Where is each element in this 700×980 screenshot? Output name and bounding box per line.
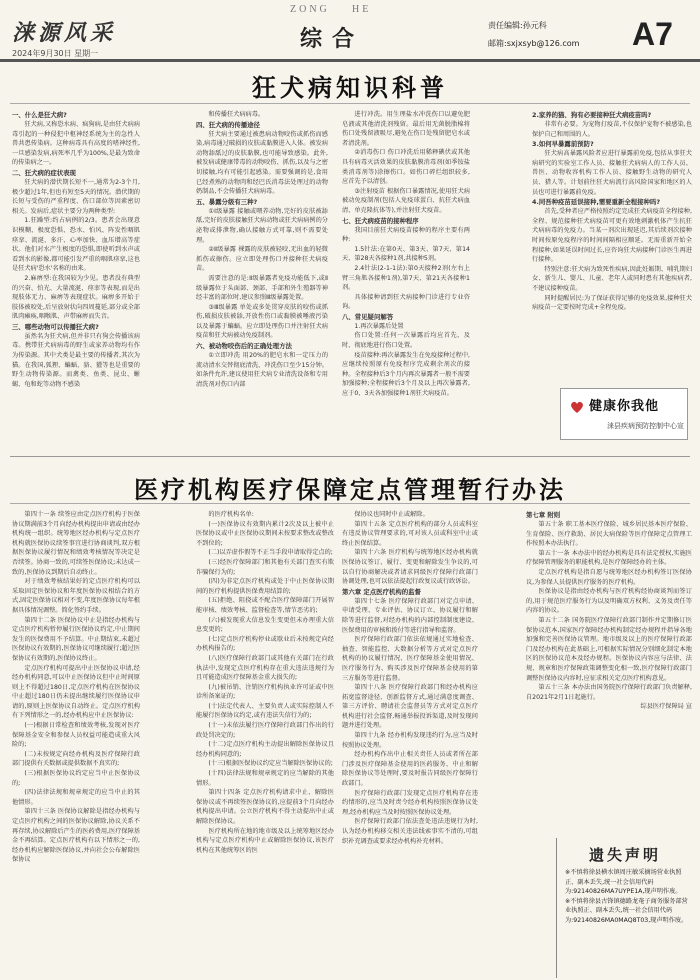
paragraph: (八)医疗保障行政部门或其他有关部门在行政执法中,发现定点医疗机构存在重大违法违规行为且可能造成医疗保障基金重大损失的; (196, 654, 334, 682)
section-heading: 2.家养的猫、狗有必要接种狂犬病疫苗吗? (532, 111, 652, 119)
section-title: 综合 (300, 26, 365, 52)
paragraph: 虽然名为狂犬病,但并非只有狗会传播该病毒。携带狂犬病病毒的野生或家养动物均有作为传染源。其中犬类是最主要的传播者,其次为猫。在我国,狐狸、蝙蝠、貉、獾等也是重要的野生动物传染源。而禽类、鱼类、昆虫、蜥蜴、龟和蛇等动物不感染 (12, 332, 140, 388)
section-heading: 4.同吾种疫苗延误接种,需要重新全程接种吗? (532, 198, 661, 207)
paragraph: (十三)根据医保协议约定应当解除医保协议的; (208, 760, 333, 768)
paragraph: 经办机构作出中止相关责任人员或者所在部门涉及医疗保障基金使用的医药服务、中止和解除医保协议等处理时,要及时报告同级医疗保障行政部门。 (342, 751, 478, 788)
paragraph: (二)以弄虚作假等不正当手段申请取得定点的; (208, 549, 333, 557)
paragraph: 第五十三条 本办法由国务院医疗保障行政部门负责解释,自2021年2月1日起施行。 (526, 684, 692, 701)
paragraph: 第四十二条 医保协议中止是指经办机构与定点医疗机构暂停履行医保协议约定,中止期间发生的医保费用不予结算。中止期结束,未超过医保协议有效期的,医保协议可继续履行;超过医保协议有效期的,医保协议终止。 (12, 616, 140, 662)
paragraph: (三)根据医保协议约定应当中止医保协议的; (12, 770, 140, 787)
paragraph: 疫苗接种:再次暴露发生在免疫接种过程中,应继续按照原有免疫程序完成剩余剂次的接种。全程接种后3个月内再次暴露者一般不需要加强接种;全程接种后3个月及以上再次暴露者,应于0、3天各加强接种1剂狂犬病疫苗。 (342, 351, 470, 398)
heart-hands-icon (569, 399, 585, 415)
page-header (0, 0, 700, 62)
notice-item: ※不慎将徐县古锋镇德路龙奄子商务服务部营业执照正、副本丢失,统一社会信用代码为:92140826MA0MAQ8T03,现声明作废。 (565, 897, 688, 924)
section-heading: 3.如何早暴露前预防? (532, 140, 594, 149)
paragraph: 狂犬病的潜伏期长短不一,通常为2-3个月,极少超过1年,但也有短至5天的情况。潜伏期的长短与受伤的严重程度、伤口部位等因素密切相关。发病后,症状主要分为两种类型: (12, 178, 140, 215)
masthead: 涞源风采 (12, 20, 117, 46)
paragraph: 1.再次暴露后处置 (354, 322, 404, 330)
paragraph: 同时提醒居民:为了保证获得足够的免疫效果,接种狂犬病疫苗一定要按时完成+全程免疫。 (532, 294, 692, 312)
paragraph: 1.5针法:在第0天、第3天、第7天、第14天、第28天各接种1剂,共接种5剂。 (342, 245, 470, 263)
paragraph: 狂犬病高暴露风险者应进行暴露前免疫,包括从事狂犬病研究的实验室工作人员、接触狂犬病病人的工作人员、兽医、动物收容机构工作人员、接触野生动物的研究人员、猎人等。计划前往狂犬病流行高风险国家和地区的人员也可进行暴露前免疫。 (532, 150, 692, 196)
paragraph: ②Ⅱ级暴露 裸露的皮肤被轻咬,无出血的轻微抓伤或擦伤。应立即处理伤口并接种狂犬病疫苗。 (196, 246, 328, 273)
paragraph: 1.狂躁型:约占病例的2/3。患者会出现意识模糊、极度恐惧、恐水、怕风、阵发性咽肌痉挛、流涎、多汗、心率加快、血压增高等症状。他们对水产生极度的恐惧,即使听到水声或看到水的影像,都可能引发严重的咽肌痉挛,这也是狂犬病'恐水'名称的由来。 (12, 217, 140, 273)
section-heading: 第六章 定点医疗机构的监督 (342, 587, 421, 596)
paragraph: 医疗机构所在地的地市级及以上统筹地区经办机构与定点医疗机构中止或解除医保协议,该医疗机构在其他统筹区的医 (196, 827, 334, 854)
health-stamp (560, 388, 688, 440)
paragraph: 2.4针法(2-1-1法):第0天接种2剂(左右上臂三角肌各接种1剂),第7天、第21天各接种1剂。 (342, 264, 470, 292)
paragraph: (一)医保协议有效期内累计2次及以上被中止医保协议或中止医保协议期间未按要求整改或整改不到位的; (196, 520, 334, 547)
paragraph: ③注射疫苗 根据伤口暴露情况,使用狂犬病被动免疫制剂(包括人免疫球蛋白、抗狂犬病血清、单克隆抗体等),并注射狂犬疫苗。 (342, 187, 470, 214)
section-heading: 五、暴露分级有三种? (196, 197, 258, 206)
section-heading: 四、狂犬病的传播途径 (196, 120, 260, 129)
editor-line: 责任编辑:孙元科 (488, 21, 547, 30)
paragraph: (五)拒绝、阻挠或不配合医疗保障部门开展智能审核、绩效考核、监督检查等,情节恶劣的; (196, 597, 334, 614)
paragraph: 第五十二条 国务院医疗保障行政部门制作并定期修订医保协议范本,国家医疗保障经办机构制定经办规程并指导各地加强和完善医保协议管理。地市级及以上的医疗保障行政部门及经办机构在此基础上,可根据实际情况分别细化制定本地区的医保协议范本及经办规程。医保协议内容应与法律、法规、规章和医疗保障政策调整变化相一致,医疗保障行政部门调整医保协议内容时,应征求相关定点医疗机构意见。 (526, 616, 692, 682)
pinyin-right: HE (352, 4, 372, 15)
paragraph: 对于绩效考核结果好的定点医疗机构可以采取固定医保协议和年度医保协议相结合的方式,固定医保协议相对不变,年度医保协议每年根据具体情况调整。简化签约手续。 (12, 578, 140, 614)
paragraph: ③Ⅲ级暴露 单处或多处贯穿皮肤的咬伤或抓伤,破损皮肤被舔,开放性伤口或黏膜被唾液污染以及暴露于蝙蝠。应立即处理伤口并注射狂犬病疫苗和狂犬病被动免疫制剂。 (196, 303, 328, 340)
article2-title: 医疗机构医疗保障定点管理暂行办法 (134, 475, 566, 504)
paragraph: 进行冲洗。用生理盐水冲洗伤口以避免肥皂液或其他清洗剂残留。最后用无菌脱脂棉将伤口处残留液吸尽,避免在伤口处残留肥皂水或者清洗剂。 (342, 111, 470, 147)
article2-column-1 (12, 510, 140, 975)
paragraph: 第四十四条 定点医疗机构请求中止、解除医保协议或不再续签医保协议的,应提前3个月向经办机构提出申请。公立医疗机构不得主动提出中止或解除医保协议。 (196, 789, 334, 825)
section-heading: 七、狂犬病疫苗的接种程序 (342, 216, 419, 225)
article2-column-3 (342, 510, 478, 975)
section-heading: 八、常见疑问解答 (342, 312, 394, 321)
paragraph: 医疗保障行政部门依法查处违法违规行为时,认为经办机构移交相关违法线索事实不清的,可组织补充调查或要求经办机构补充材料。 (342, 818, 478, 845)
paragraph: (十)法定代表人、主要负责人或实际控制人不能履行医保协议约定,或有违法失信行为的; (196, 702, 334, 720)
paragraph: (十二)定点医疗机构主动提出解除医保协议且经办机构同意的; (196, 741, 334, 758)
paragraph: 第四十九条 经办机构发现违约行为,应当及时按照协议处理。 (342, 732, 478, 749)
paragraph: 第五十条 职工基本医疗保险、城乡居民基本医疗保险、生育保险、医疗救助、居民大病保险等医疗保障定点管理工作按照本办法执行。 (526, 521, 692, 548)
paragraph: 伤口处置:任何一次暴露后均应首先、及时、彻底地进行伤口处置。 (342, 332, 470, 350)
paragraph: 第五十一条 本办法中的经办机构是具有法定授权,实施医疗保障管理服务的职能机构,是医疗保障经办的主体。 (526, 549, 692, 567)
paragraph: (四)法律法规和规章规定的应当中止的其他情形。 (12, 789, 140, 806)
paragraph: 特别注意:狂犬病为致死性疾病,因此妊娠期、哺乳期妇女、新生儿、婴儿、儿童、老年人或同时患有其他疾病者,不建议接种疫苗。 (532, 265, 692, 292)
paragraph: 狂犬病主要通过被患病动物咬伤或抓伤而感染,病毒通过破损的皮肤或黏膜进入人体。被发病动物舔舐过的皮肤黏膜,也可能导致感染。此外,被发病或健康带毒的动物咬伤、抓伤,以及与之密切接触,均有可能引起感染。需要强调的是,食用已经煮熟的动物肉和经巴氏消毒法处理过的动物奶制品,不会传播狂犬病病毒。 (196, 130, 328, 196)
paragraph: 和传播狂犬病病毒。 (208, 111, 265, 118)
paragraph: (一)根据日常检查和绩效考核,发现对医疗保障基金安全和参保人员权益可能造成重大风险的; (12, 722, 140, 749)
divider (10, 103, 690, 104)
paragraph: 首先,受种者应严格按照约定完成狂犬病疫苗全程接种,全程、规范接种狂犬病疫苗可更有效地刺激机体产生抗狂犬病病毒的免疫力。当某一剂次出现延迟,其后续剂次接种时间按原免疫程序的时间间隔相应顺延。无需重新开始全程接种,如果延误时间过长,应咨询狂犬病接种门诊医生再进行接种。 (532, 208, 692, 264)
article1-column-1 (12, 110, 140, 452)
paragraph: ①立即冲洗 用20%的肥皂水和一定压力的流动清水交替彻底清洗、冲洗伤口至少15分钟。如条件允许,建议使用狂犬病专业清洗设备和专用清洗剂对伤口内部 (196, 352, 328, 388)
lost-notice (556, 838, 692, 978)
paragraph: 医疗保障行政部门发现定点医疗机构存在违约情形的,应当及时责令经办机构按照医保协议处理,经办机构应当及时按照医保协议处理。 (342, 789, 478, 816)
section-heading: 第七章 附则 (526, 511, 561, 519)
article2-column-4 (526, 510, 692, 832)
page-number: A7 (632, 16, 673, 52)
email-line: 邮箱:sxjxsyb@126.com (488, 39, 580, 48)
stamp-sub-text: 涞县疾病预防控制中心宣 (607, 422, 684, 430)
notice-title: 遗失声明 (588, 846, 661, 864)
article1-column-4 (532, 110, 692, 382)
signature: 综县医疗保障局 宣 (640, 703, 692, 711)
paragraph: 定点医疗机构是指自愿与统筹地区经办机构签订医保协议,为参保人员提供医疗服务的医疗机构。 (526, 568, 692, 586)
section-heading: 六、被动物咬伤后的正确处理方法 (196, 342, 292, 351)
paragraph: 第四十六条 医疗机构与统筹地区经办机构就医保协议签订、履行、变更和解除发生争议的,可以自行协商解决或者请求同级医疗保障行政部门协调处理,也可以依法提起行政复议或行政诉讼。 (342, 549, 478, 586)
paragraph: 医疗保障行政部门依法依规通过实地检查、抽查、智能监控、大数据分析等方式对定点医疗机构的协议履行情况、医疗保障基金使用情况、医疗服务行为、购买涉及医疗保障基金使用的第三方服务等进行监督。 (342, 636, 478, 682)
article1-column-3 (342, 110, 470, 452)
paragraph: (十一)未依法履行医疗保障行政部门作出的行政处罚决定的; (196, 722, 334, 739)
paragraph: 具体接种请到狂犬病接种门诊进行专业咨询。 (342, 293, 470, 311)
paragraph: (二)未按规定向经办机构及医疗保障行政部门提供有关数据或提供数据不真实的; (12, 750, 140, 768)
section-heading: 三、哪些动物可以传播狂犬病? (12, 322, 99, 331)
paragraph: 需要注意的是:Ⅱ级暴露者免疫功能低下,或Ⅱ级暴露位于头面部、颈部、手部和外生殖器等神经丰富的部位时,建议参照Ⅲ级暴露处置。 (196, 274, 328, 302)
paragraph: (七)定点医疗机构停业或歇业后未按规定向经办机构报告的; (196, 635, 334, 653)
paragraph: 我国目前狂犬病疫苗接种的程序主要有两种: (342, 226, 470, 244)
paragraph: 狂犬病,又称恐水病、疯狗病,是由狂犬病病毒引起的一种侵犯中枢神经系统为主的急性人兽共患传染病。这种病毒具有高度的嗜神经性,一旦感染发病,病死率几乎为100%,是最为致命的传染病之一。 (12, 121, 140, 167)
notice-item: ※不慎将徐县横水镇周庄敏采摘场营业执照正、副本丢失,统一社会信用代码为:92140826MA7UYPE1A,现声明作废。 (565, 869, 682, 896)
paragraph: 保协议也同时中止或解除。 (354, 511, 429, 518)
notice-body (565, 868, 689, 926)
paragraph: 第四十七条 医疗保障行政部门对定点申请、申请受理、专业评估、协议订立、协议履行和解除等进行监督,对经办机构的内部控制制度建设、医保费用的审核和拨付等进行指导和监督。 (342, 597, 478, 634)
paragraph: 定点医疗机构可提出中止医保协议申请,经经办机构同意,可以中止医保协议但中止时间原则上不得超过180日,定点医疗机构在医保协议中止超过180日仍未提出继续履行医保协议申请的,原则上医保协议自动终止。定点医疗机构有下列情形之一的,经办机构应中止医保协议: (12, 664, 140, 720)
paragraph: 非常有必要。为宠物打疫苗,不仅保护宠物不被感染,也保护自己和周围的人。 (532, 121, 692, 138)
divider (10, 456, 690, 457)
section-heading: 二、狂犬病的症状表现 (12, 168, 76, 177)
pinyin-left: ZONG (290, 4, 330, 15)
article1-column-2 (196, 110, 328, 452)
paragraph: 第四十一条 续签应由定点医疗机构于医保协议期满前3个月向经办机构提出申请或由经办机构统一组织。统筹地区经办机构与定点医疗机构就医保协议续签事宜进行协商谈判,双方根据医保协议履行情况和绩效考核情况等决定是否续签。协商一致的,可续签医保协议;未达成一致的,医保协议到期后自动终止。 (12, 511, 140, 576)
article1-title: 狂犬病知识科普 (252, 73, 448, 102)
paragraph: ②消毒伤口 伤口冲洗后用稀释碘伏或其他具有病毒灭活效果的皮肤黏膜消毒剂(如季铵盐类消毒剂等)涂擦伤口。如伤口碎烂组织较多,应首先予以清创。 (342, 149, 470, 186)
paragraph: (三)经医疗保障部门和其他有关部门查实有欺诈骗保行为的; (196, 558, 334, 576)
divider (10, 503, 690, 504)
paragraph: 医保协议是指由经办机构与医疗机构经协商谈判而签订的,用于规范医疗服务行为以及明确双方权利、义务及责任等内容的协议。 (526, 588, 692, 615)
paragraph: (九)被吊销、注销医疗机构执业许可证或中医诊所备案证的; (196, 683, 334, 701)
section-heading: 一、什么是狂犬病? (12, 111, 67, 119)
article2-column-2 (196, 510, 334, 975)
paragraph: 第四十八条 医疗保障行政部门和经办机构应拓宽监督途径、创新监督方式,通过满意度调查、第三方评价、聘请社会监督员等方式对定点医疗机构进行社会监督,畅通举报投诉渠道,及时发现问题并进行处理。 (342, 684, 478, 730)
paragraph: 的医疗机构名单: (208, 511, 254, 518)
paragraph: ①Ⅰ级暴露 接触或喂养动物,完好的皮肤被舔舐,完好的皮肤接触狂犬病动物或狂犬病病例的分泌物或排泄物,确认接触方式可靠,则不需要处理。 (196, 207, 328, 244)
stamp-main-text: 健康你我他 (589, 399, 660, 414)
paragraph: 第四十三条 医保协议解除是指经办机构与定点医疗机构之间的医保协议解除,协议关系不再存续,协议解除后产生的医药费用,医疗保障基金不再结算。定点医疗机构有以下情形之一的,经办机构应解除医保协议,并向社会公布解除医保协议 (12, 808, 140, 864)
paragraph: (六)被发现重大信息发生变更但未办理重大信息变更的; (196, 616, 334, 634)
issue-date: 2024年9月30日 星期一 (12, 49, 99, 58)
paragraph: 第四十五条 定点医疗机构的部分人员或科室有违反协议管理要求的,可对该人员或科室中止或终止医保结算。 (342, 520, 478, 547)
paragraph: (四)为非定点医疗机构或处于中止医保协议期间的医疗机构提供医保费用结算的; (196, 578, 334, 595)
paragraph: 2.麻痹型:在我国较为少见。患者没有典型的兴奋、怕光、大量流涎、痉挛等表现,而是出现肢体无力、麻痹等表现症状。麻痹多开始于肢体被咬处,后呈放射状向四周蔓延,部分或全部肌肉瘫痪,咽喉肌、声带麻痹而失音。 (12, 274, 140, 321)
paragraph: (十四)法律法规和规章规定的应当解除的其他情形。 (196, 770, 334, 787)
